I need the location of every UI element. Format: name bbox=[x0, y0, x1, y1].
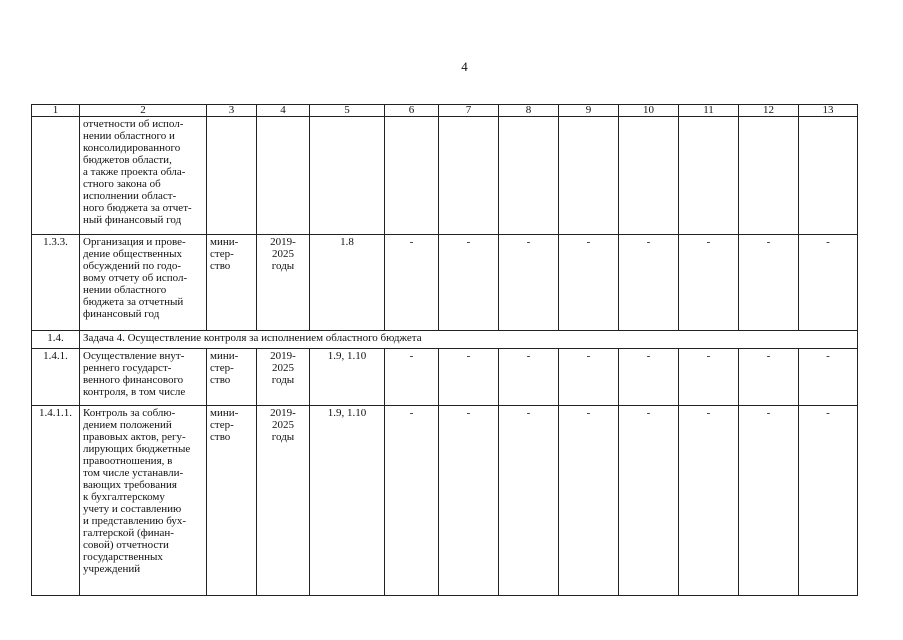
cell-executor bbox=[207, 117, 257, 235]
cell-executor bbox=[207, 235, 257, 331]
table-row bbox=[32, 117, 858, 235]
plan-table bbox=[31, 104, 858, 596]
cell-c8: - bbox=[499, 406, 559, 596]
cell-text bbox=[80, 235, 207, 331]
cell-c10: - bbox=[619, 235, 679, 331]
cell-c13: - bbox=[799, 406, 858, 596]
cell-c6: - bbox=[385, 406, 439, 596]
header-cell: 2 bbox=[80, 105, 207, 117]
cell-c10: - bbox=[619, 349, 679, 406]
cell-period-content: 2019- 2025 годы bbox=[270, 350, 296, 386]
cell-c6: - bbox=[385, 349, 439, 406]
header-cell: 10 bbox=[619, 105, 679, 117]
header-cell: 12 bbox=[739, 105, 799, 117]
header-cell: 6 bbox=[385, 105, 439, 117]
cell-c9 bbox=[559, 117, 619, 235]
header-row bbox=[32, 105, 858, 117]
cell-c6: - bbox=[385, 235, 439, 331]
cell-executor-content: мини- стер- ство bbox=[210, 236, 239, 272]
cell-period-content: 2019- 2025 годы bbox=[270, 407, 296, 443]
cell-c8: - bbox=[499, 349, 559, 406]
cell-c9: - bbox=[559, 406, 619, 596]
cell-c11: - bbox=[679, 406, 739, 596]
cell-c11 bbox=[679, 117, 739, 235]
header-cell: 9 bbox=[559, 105, 619, 117]
cell-num: 1.4. bbox=[32, 331, 80, 349]
header-cell: 8 bbox=[499, 105, 559, 117]
page-number: 4 bbox=[461, 59, 468, 74]
cell-text bbox=[80, 117, 207, 235]
cell-period bbox=[257, 117, 310, 235]
cell-period bbox=[257, 349, 310, 406]
cell-c7: - bbox=[439, 406, 499, 596]
cell-num: 1.3.3. bbox=[32, 235, 80, 331]
cell-c11: - bbox=[679, 349, 739, 406]
cell-text-content: Контроль за соблю- дением положений правовых актов, регу- лирующих бюджетные правоотношения, в том числе устанавли- вающих требования к бухгалтерскому учету и составлению и представлению бух- галтерской (финан- совой) отчетности государственных учреждений bbox=[83, 407, 191, 575]
cell-c13 bbox=[799, 117, 858, 235]
cell-c12: - bbox=[739, 235, 799, 331]
cell-executor-content: мини- стер- ство bbox=[210, 350, 239, 386]
cell-c7: - bbox=[439, 349, 499, 406]
cell-executor bbox=[207, 406, 257, 596]
cell-c6 bbox=[385, 117, 439, 235]
cell-c12: - bbox=[739, 406, 799, 596]
cell-num: 1.4.1.1. bbox=[32, 406, 80, 596]
task-row bbox=[32, 331, 858, 349]
cell-c10: - bbox=[619, 406, 679, 596]
cell-text-content: отчетности об испол- нении областного и консолидированного бюджетов области, а также проекта обла- стного закона об исполнении област- ного бюджета за отчет- ный финансовый год bbox=[83, 118, 192, 226]
cell-num bbox=[32, 117, 80, 235]
cell-indicator: 1.9, 1.10 bbox=[310, 349, 385, 406]
cell-c8: - bbox=[499, 235, 559, 331]
header-cell: 11 bbox=[679, 105, 739, 117]
cell-period-content: 2019- 2025 годы bbox=[270, 236, 296, 272]
cell-indicator: 1.8 bbox=[310, 235, 385, 331]
cell-text bbox=[80, 406, 207, 596]
header-cell: 4 bbox=[257, 105, 310, 117]
cell-text bbox=[80, 349, 207, 406]
cell-period bbox=[257, 406, 310, 596]
cell-c13: - bbox=[799, 235, 858, 331]
cell-indicator bbox=[310, 117, 385, 235]
cell-executor bbox=[207, 349, 257, 406]
table-row bbox=[32, 235, 858, 331]
cell-c11: - bbox=[679, 235, 739, 331]
cell-c7 bbox=[439, 117, 499, 235]
header-cell: 7 bbox=[439, 105, 499, 117]
cell-c9: - bbox=[559, 349, 619, 406]
cell-c12: - bbox=[739, 349, 799, 406]
cell-c8 bbox=[499, 117, 559, 235]
cell-text-content: Осуществление внут- реннего государст- венного финансового контроля, в том числе bbox=[83, 350, 186, 398]
task-title: Задача 4. Осуществление контроля за исполнением областного бюджета bbox=[80, 331, 858, 349]
table-row bbox=[32, 406, 858, 596]
cell-period bbox=[257, 235, 310, 331]
cell-c12 bbox=[739, 117, 799, 235]
cell-c9: - bbox=[559, 235, 619, 331]
cell-executor-content: мини- стер- ство bbox=[210, 407, 239, 443]
cell-c7: - bbox=[439, 235, 499, 331]
table-row bbox=[32, 349, 858, 406]
header-cell: 1 bbox=[32, 105, 80, 117]
cell-c10 bbox=[619, 117, 679, 235]
cell-num: 1.4.1. bbox=[32, 349, 80, 406]
header-cell: 13 bbox=[799, 105, 858, 117]
cell-text-content: Организация и прове- дение общественных обсуждений по годо- вому отчету об испол- нении областного бюджета за отчетный финансовый год bbox=[83, 236, 188, 320]
cell-c13: - bbox=[799, 349, 858, 406]
header-cell: 5 bbox=[310, 105, 385, 117]
header-cell: 3 bbox=[207, 105, 257, 117]
cell-indicator: 1.9, 1.10 bbox=[310, 406, 385, 596]
